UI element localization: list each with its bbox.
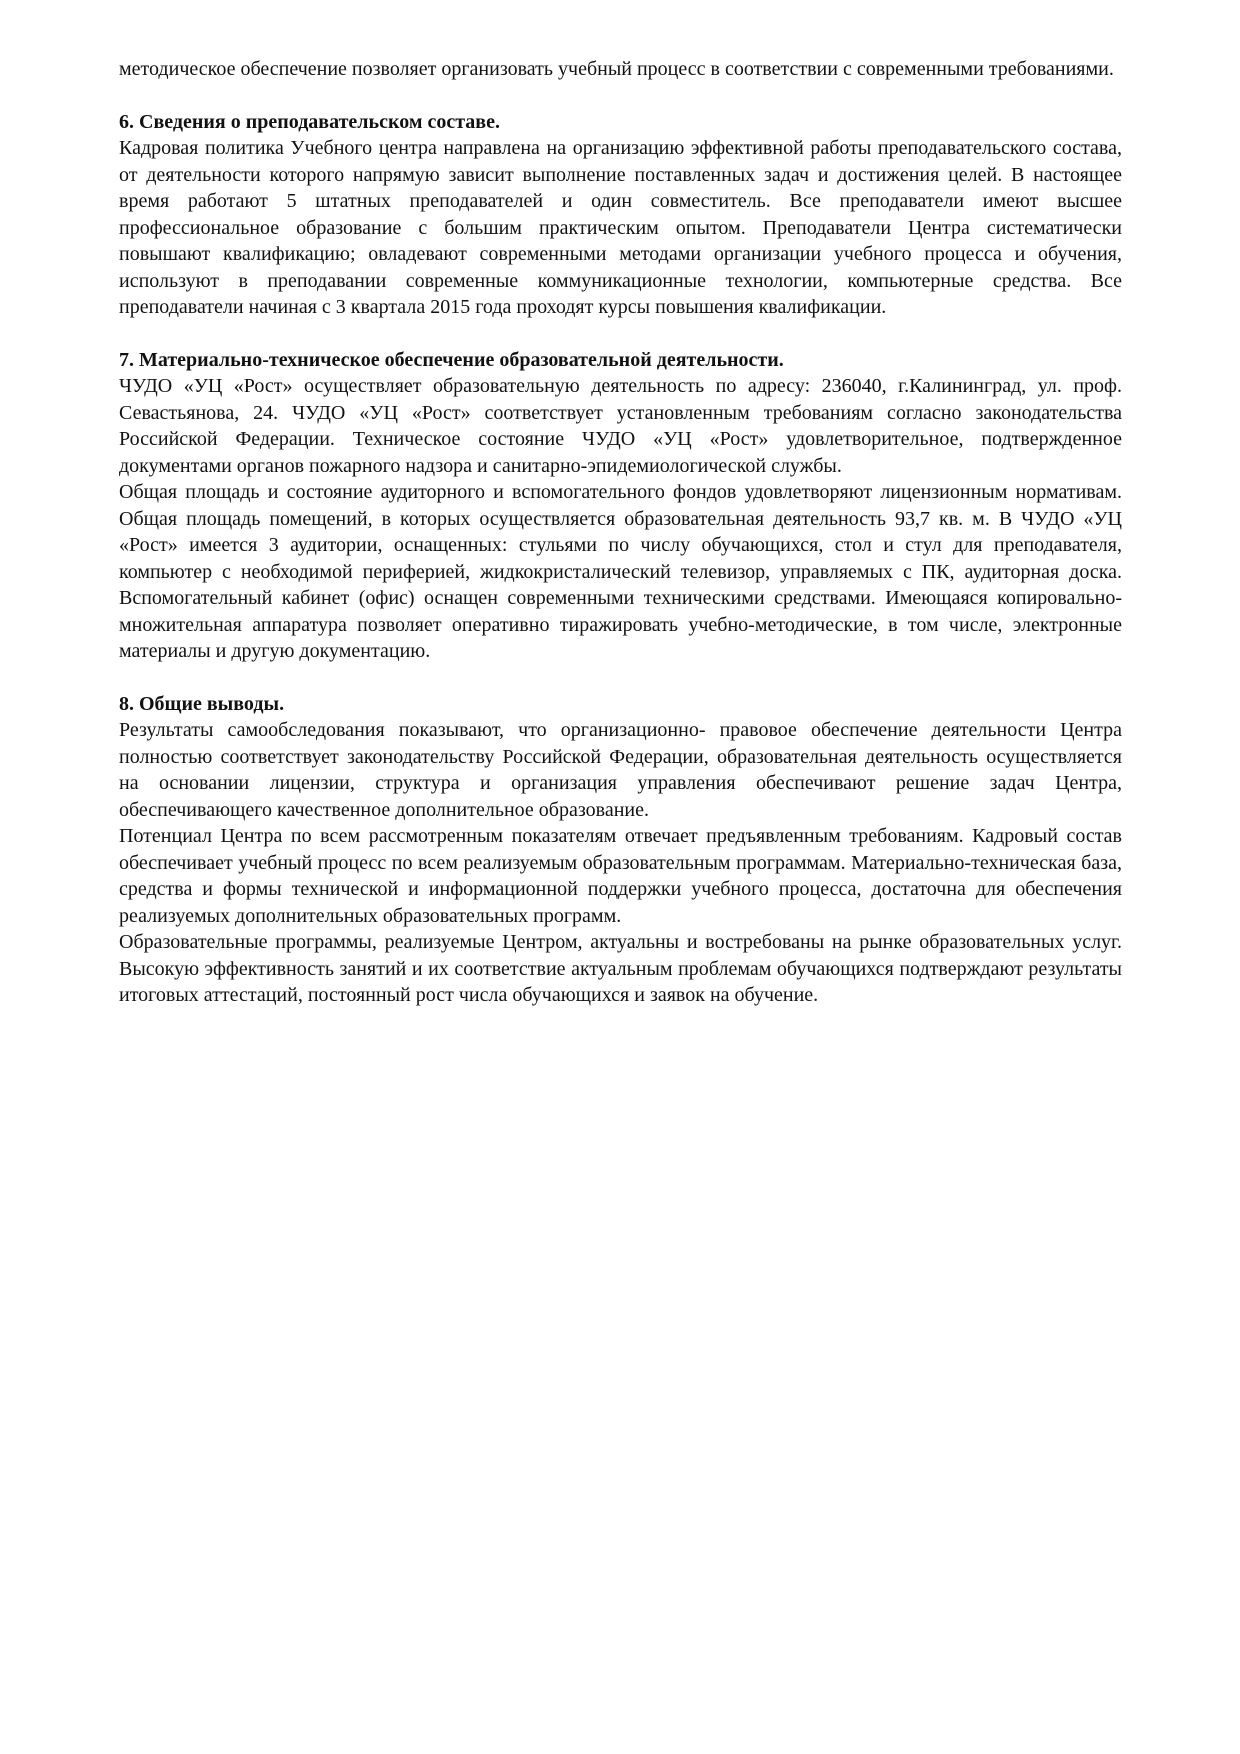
section-heading-conclusions: 8. Общие выводы. bbox=[119, 692, 285, 715]
paragraph-teaching-staff: Кадровая политика Учебного центра направлена на организацию эффективной работы преподавательского состава, от деятельности которого напрямую зависит выполнение поставленных задач и достижения целей. В настоящее время работают 5 штатных преподавателей и один совместитель. Все преподаватели имеют высшее профессиональное образование с большим практическим опытом. Преподаватели Центра систематически повышают квалификацию; овладевают современными методами организации учебного процесса и обучения, используют в преподавании современные коммуникационные технологии, компьютерные средства. Все преподаватели начиная с 3 квартала 2015 года проходят курсы повышения квалификации. bbox=[119, 137, 1122, 318]
section-material-base bbox=[119, 347, 1122, 665]
section-heading-teaching-staff: 6. Сведения о преподавательском составе. bbox=[119, 110, 500, 133]
section-heading-material-base: 7. Материально-техническое обеспечение образовательной деятельности. bbox=[119, 348, 784, 371]
section-teaching-staff bbox=[119, 109, 1122, 321]
paragraph-self-assessment: Результаты самообследования показывают, что организационно- правовое обеспечение деятельности Центра полностью соответствует законодательству Российской Федерации, образовательная деятельность осуществляется на основании лицензии, структура и организация управления обеспечивают решение задач Центра, обеспечивающего качественное дополнительное образование. bbox=[119, 719, 1122, 821]
paragraph-potential: Потенциал Центра по всем рассмотренным показателям отвечает предъявленным требованиям. Кадровый состав обеспечивает учебный процесс по всем реализуемым образовательным программам. Материально-техническая база, средства и формы технической и информационной поддержки учебного процесса, достаточна для обеспечения реализуемых дополнительных образовательных программ. bbox=[119, 825, 1122, 927]
paragraph-programs: Образовательные программы, реализуемые Центром, актуальны и востребованы на рынке образовательных услуг. Высокую эффективность занятий и их соответствие актуальным проблемам обучающихся подтверждают результаты итоговых аттестаций, постоянный рост числа обучающихся и заявок на обучение. bbox=[119, 931, 1122, 1006]
document-page bbox=[119, 56, 1122, 1009]
paragraph-premises: Общая площадь и состояние аудиторного и вспомогательного фондов удовлетворяют лицензионным нормативам. Общая площадь помещений, в которых осуществляется образовательная деятельность 93,7 кв. м. В ЧУДО «УЦ «Рост» имеется 3 аудитории, оснащенных: стульями по числу обучающихся, стол и стул для преподавателя, компьютер с необходимой периферией, жидкокристалический телевизор, управляемых с ПК, аудиторная доска. Вспомогательный кабинет (офис) оснащен современными техническими средствами. Имеющаяся копировально-множительная аппаратура позволяет оперативно тиражировать учебно-методические, в том числе, электронные материалы и другую документацию. bbox=[119, 481, 1122, 662]
intro-continuation: методическое обеспечение позволяет организовать учебный процесс в соответствии с современными требованиями. bbox=[119, 58, 1114, 80]
section-conclusions bbox=[119, 691, 1122, 1009]
paragraph-address: ЧУДО «УЦ «Рост» осуществляет образовательную деятельность по адресу: 236040, г.Калининград, ул. проф. Севастьянова, 24. ЧУДО «УЦ «Рост» соответствует установленным требованиям согласно законодательства Российской Федерации. Техническое состояние ЧУДО «УЦ «Рост» удовлетворительное, подтвержденное документами органов пожарного надзора и санитарно-эпидемиологической службы. bbox=[119, 375, 1122, 477]
